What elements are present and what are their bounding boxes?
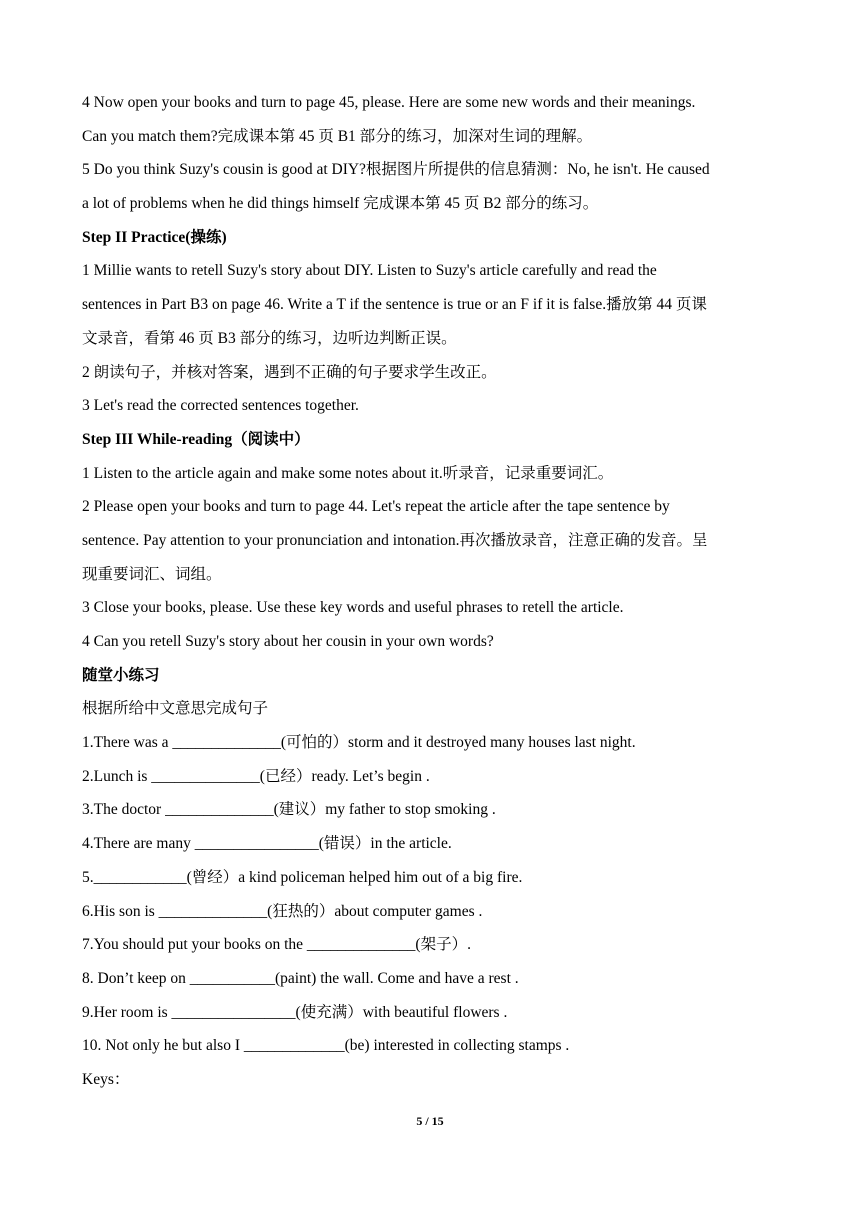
text-line: 8. Don’t keep on ___________(paint) the wall. Come and have a rest . — [82, 969, 519, 987]
section-heading: Step III While-reading（阅读中） — [82, 430, 310, 448]
page-number: 5 / 15 — [416, 1114, 444, 1128]
text-line: 文录音，看第 46 页 B3 部分的练习，边听边判断正误。 — [82, 329, 457, 347]
text-line: 3 Let's read the corrected sentences together. — [82, 397, 359, 415]
text-line: 4 Now open your books and turn to page 45, please. Here are some new words and their meanings. — [82, 94, 696, 111]
text-line: 5 Do you think Suzy's cousin is good at DIY?根据图片所提供的信息猜测：No, he isn't. He caused — [82, 161, 710, 179]
text-line: 2 朗读句子，并核对答案，遇到不正确的句子要求学生改正。 — [82, 363, 497, 381]
text-line: sentences in Part B3 on page 46. Write a T if the sentence is true or an F if it is false.播放第 44 页课 — [82, 296, 707, 314]
text-line: 4.There are many ________________(错误）in the article. — [82, 835, 452, 853]
document-body — [82, 86, 782, 1097]
text-line: 1 Listen to the article again and make some notes about it.听录音，记录重要词汇。 — [82, 464, 614, 482]
text-line: 2.Lunch is ______________(已经）ready. Let’s begin . — [82, 767, 430, 785]
text-line: a lot of problems when he did things himself 完成课本第 45 页 B2 部分的练习。 — [82, 195, 599, 213]
text-line: 1 Millie wants to retell Suzy's story about DIY. Listen to Suzy's article carefully and read the — [82, 262, 657, 280]
text-line: 10. Not only he but also I _____________(be) interested in collecting stamps . — [82, 1037, 570, 1055]
text-line: 2 Please open your books and turn to page 44. Let's repeat the article after the tape sentence by — [82, 498, 670, 516]
text-line: 6.His son is ______________(狂热的）about computer games . — [82, 902, 483, 920]
text-line: 1.There was a ______________(可怕的）storm and it destroyed many houses last night. — [82, 734, 636, 752]
text-line: 现重要词汇、词组。 — [82, 565, 222, 583]
text-line: Can you match them?完成课本第 45 页 B1 部分的练习，加深对生词的理解。 — [82, 127, 593, 145]
text-line: 5.____________(曾经）a kind policeman helped him out of a big fire. — [82, 868, 523, 886]
text-line: 4 Can you retell Suzy's story about her cousin in your own words? — [82, 633, 494, 650]
text-line: Keys： — [82, 1070, 130, 1088]
text-line: 3 Close your books, please. Use these key words and useful phrases to retell the article. — [82, 599, 624, 617]
text-line: 3.The doctor ______________(建议）my father to stop smoking . — [82, 801, 496, 819]
text-line: 9.Her room is ________________(使充满）with beautiful flowers . — [82, 1003, 508, 1021]
section-heading: 随堂小练习 — [82, 666, 160, 684]
text-line: 7.You should put your books on the ______________(架子）. — [82, 936, 471, 954]
text-line: sentence. Pay attention to your pronunciation and intonation.再次播放录音，注意正确的发音。呈 — [82, 531, 708, 549]
section-heading: Step II Practice(操练) — [82, 228, 227, 246]
text-line: 根据所给中文意思完成句子 — [82, 700, 269, 718]
